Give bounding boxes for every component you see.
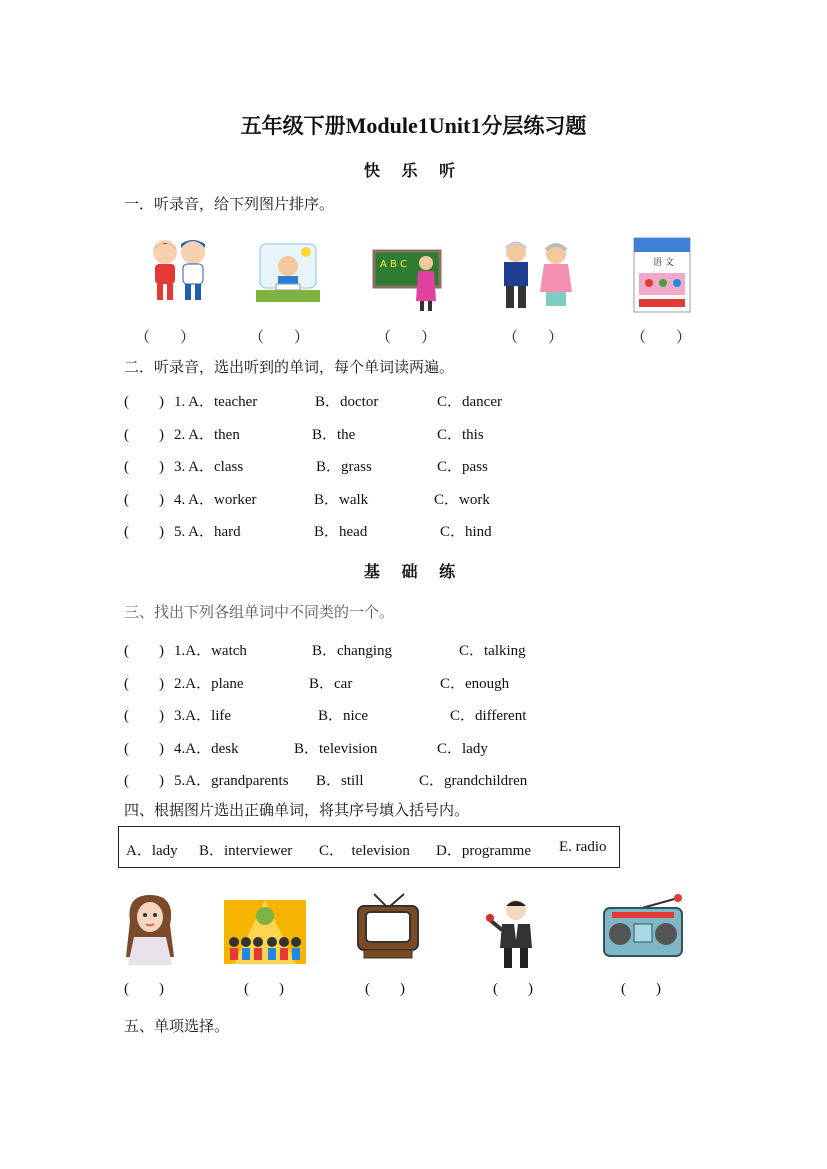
word-bank-box <box>118 826 620 868</box>
part4-blank-1[interactable]: ( ) <box>124 981 164 997</box>
part3-option-c-4: C．lady <box>437 741 488 757</box>
part3-option-a-3: 3.A．life <box>174 708 232 724</box>
part3-option-c-5: C．grandchildren <box>419 773 528 789</box>
part1-blank-2[interactable]: （ ） <box>249 330 310 346</box>
word-bank-option-d: D．programme <box>436 843 531 859</box>
title-prefix: 五年级下册 <box>240 114 346 138</box>
word-bank-option-a: A．lady <box>126 843 178 859</box>
part3-paren-4[interactable]: ( ) <box>124 741 164 757</box>
part3-paren-2[interactable]: ( ) <box>124 676 164 692</box>
part3-option-c-2: C．enough <box>440 676 510 692</box>
teacher-blackboard-icon <box>372 243 444 311</box>
part1-blank-3[interactable]: （ ） <box>376 330 437 346</box>
part2-option-b-1: B．doctor <box>315 394 379 410</box>
part2-option-b-2: B．the <box>312 427 356 443</box>
part2-option-a-2: 2. A．then <box>174 427 240 443</box>
two-kids-icon <box>145 236 213 306</box>
part2-paren-4[interactable]: ( ) <box>124 492 164 508</box>
part2-paren-1[interactable]: ( ) <box>124 394 164 410</box>
part2-option-b-5: B．head <box>314 524 368 540</box>
part3-question: 三、找出下列各组单词中不同类的一个。 <box>124 603 395 621</box>
part2-option-c-3: C．pass <box>437 459 488 475</box>
part3-paren-1[interactable]: ( ) <box>124 643 164 659</box>
interviewer-icon <box>482 896 542 970</box>
title-suffix: 分层练习题 <box>481 114 587 138</box>
svg-text:A B C: A B C <box>380 259 408 270</box>
part3-option-b-5: B．still <box>316 773 364 789</box>
tv-programme-icon <box>224 900 306 964</box>
part3-option-a-5: 5.A．grandparents <box>174 773 289 789</box>
part1-blank-1[interactable]: （ ） <box>135 330 196 346</box>
chinese-textbook-icon <box>633 237 691 313</box>
part3-option-a-2: 2.A．plane <box>174 676 244 692</box>
part2-option-a-3: 3. A．class <box>174 459 244 475</box>
part4-blank-5[interactable]: ( ) <box>621 981 661 997</box>
word-bank-option-b: B．interviewer <box>199 843 293 859</box>
part4-blank-3[interactable]: ( ) <box>365 981 405 997</box>
part2-option-a-5: 5. A．hard <box>174 524 241 540</box>
lady-icon <box>118 891 182 965</box>
page-title <box>0 110 827 140</box>
part2-option-b-3: B．grass <box>316 459 372 475</box>
part4-question: 四、根据图片选出正确单词，将其序号填入括号内。 <box>124 801 470 819</box>
part2-option-c-4: C．work <box>434 492 490 508</box>
part1-question: 一．听录音，给下列图片排序。 <box>124 195 335 213</box>
section-listen-heading: 快 乐 听 <box>363 161 464 180</box>
word-bank-option-c: C． television <box>319 843 410 859</box>
title-latin: Module1Unit1 <box>345 113 482 138</box>
part3-option-b-4: B．television <box>294 741 378 757</box>
part3-option-a-4: 4.A．desk <box>174 741 239 757</box>
part3-option-c-1: C．talking <box>459 643 526 659</box>
part2-option-c-2: C．this <box>437 427 484 443</box>
part3-option-b-2: B．car <box>309 676 353 692</box>
part2-paren-2[interactable]: ( ) <box>124 427 164 443</box>
radio-icon <box>602 892 684 958</box>
part2-option-c-1: C．dancer <box>437 394 502 410</box>
part1-blank-4[interactable]: （ ） <box>503 330 564 346</box>
part2-option-a-1: 1. A．teacher <box>174 394 258 410</box>
part3-option-b-1: B．changing <box>312 643 392 659</box>
part3-option-c-3: C．different <box>450 708 527 724</box>
grandparents-icon <box>496 238 580 310</box>
part5-question: 五、单项选择。 <box>124 1017 230 1035</box>
part1-blank-5[interactable]: （ ） <box>631 330 692 346</box>
part3-paren-3[interactable]: ( ) <box>124 708 164 724</box>
part2-question: 二．听录音，选出听到的单词，每个单词读两遍。 <box>124 358 455 376</box>
part4-blank-4[interactable]: ( ) <box>493 981 533 997</box>
part2-paren-5[interactable]: ( ) <box>124 524 164 540</box>
part2-option-a-4: 4. A．worker <box>174 492 257 508</box>
part3-option-b-3: B．nice <box>318 708 368 724</box>
part3-paren-5[interactable]: ( ) <box>124 773 164 789</box>
section-basic-heading: 基 础 练 <box>363 562 464 581</box>
word-bank-option-e: E. radio <box>559 839 607 855</box>
part3-option-a-1: 1.A．watch <box>174 643 247 659</box>
part2-option-c-5: C．hind <box>440 524 492 540</box>
part2-paren-3[interactable]: ( ) <box>124 459 164 475</box>
television-icon <box>356 892 420 960</box>
svg-text:语 文: 语 文 <box>653 258 674 268</box>
part4-blank-2[interactable]: ( ) <box>244 981 284 997</box>
child-studying-icon <box>256 240 320 306</box>
part2-option-b-4: B．walk <box>314 492 369 508</box>
